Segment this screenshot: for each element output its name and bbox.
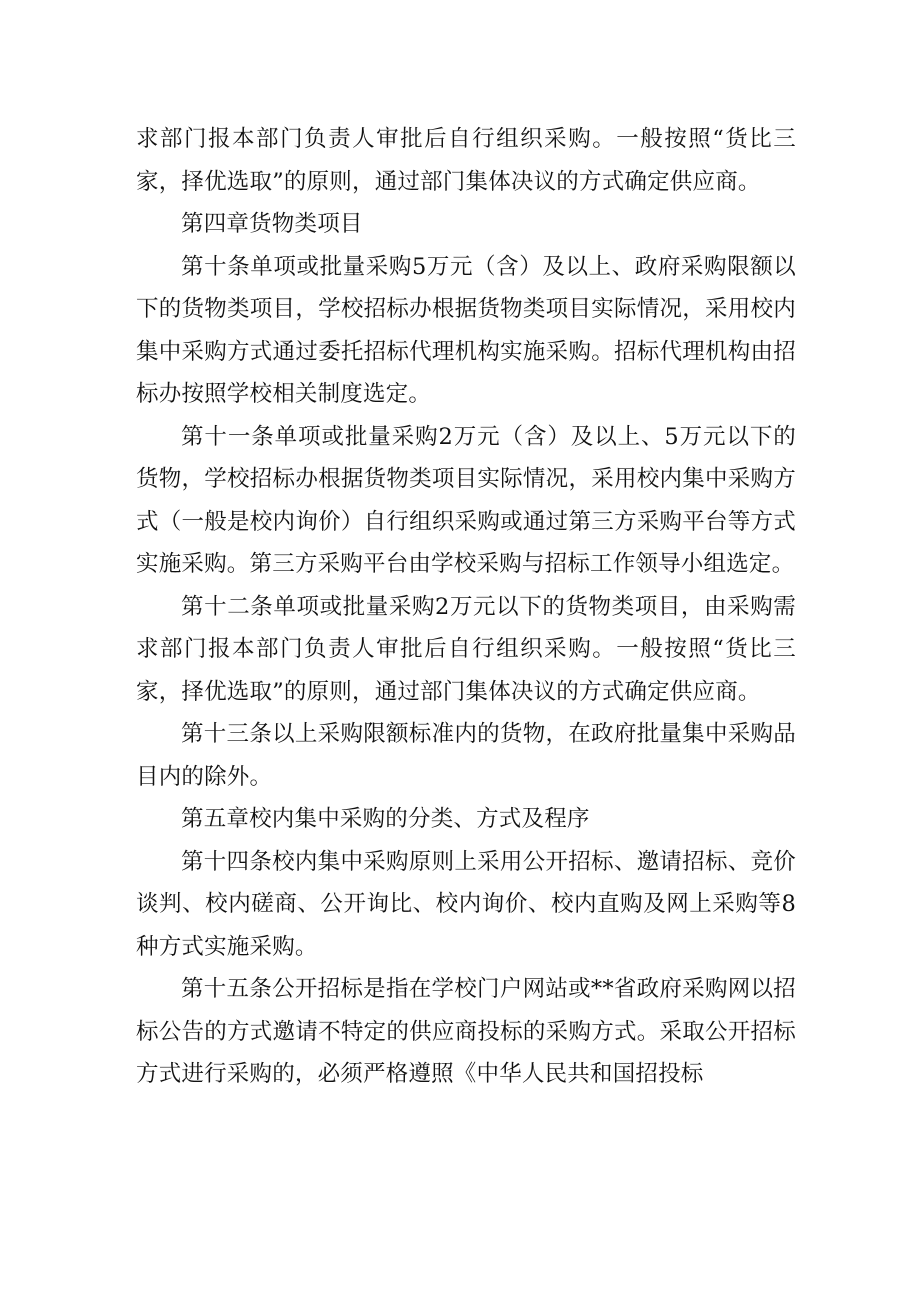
chapter-heading-4: 第四章货物类项目 [181, 211, 363, 237]
document-body [136, 118, 796, 1096]
article-10: 第十条单项或批量采购5万元（含）及以上、政府采购限额以下的货物类项目，学校招标办根据货物类项目实际情况，采用校内集中采购方式通过委托招标代理机构实施采购。招标代理机构由招标办按照学校相关制度选定。 [136, 253, 796, 407]
chapter-heading-5: 第五章校内集中采购的分类、方式及程序 [181, 806, 590, 832]
article-15: 第十五条公开招标是指在学校门户网站或**省政府采购网以招标公告的方式邀请不特定的供应商投标的采购方式。采取公开招标方式进行采购的，必须严格遵照《中华人民共和国招投标 [136, 976, 796, 1087]
article-12: 第十二条单项或批量采购2万元以下的货物类项目，由采购需求部门报本部门负责人审批后自行组织采购。一般按照“货比三家，择优选取”的原则，通过部门集体决议的方式确定供应商。 [136, 593, 796, 705]
paragraph-continuation: 求部门报本部门负责人审批后自行组织采购。一般按照“货比三家，择优选取”的原则，通过部门集体决议的方式确定供应商。 [136, 126, 796, 195]
article-13: 第十三条以上采购限额标准内的货物，在政府批量集中采购品目内的除外。 [136, 721, 796, 790]
article-14: 第十四条校内集中采购原则上采用公开招标、邀请招标、竞价谈判、校内磋商、公开询比、校内询价、校内直购及网上采购等8种方式实施采购。 [136, 848, 796, 960]
article-11: 第十一条单项或批量采购2万元（含）及以上、5万元以下的货物，学校招标办根据货物类项目实际情况，采用校内集中采购方式（一般是校内询价）自行组织采购或通过第三方采购平台等方式实施采购。第三方采购平台由学校采购与招标工作领导小组选定。 [136, 423, 796, 577]
